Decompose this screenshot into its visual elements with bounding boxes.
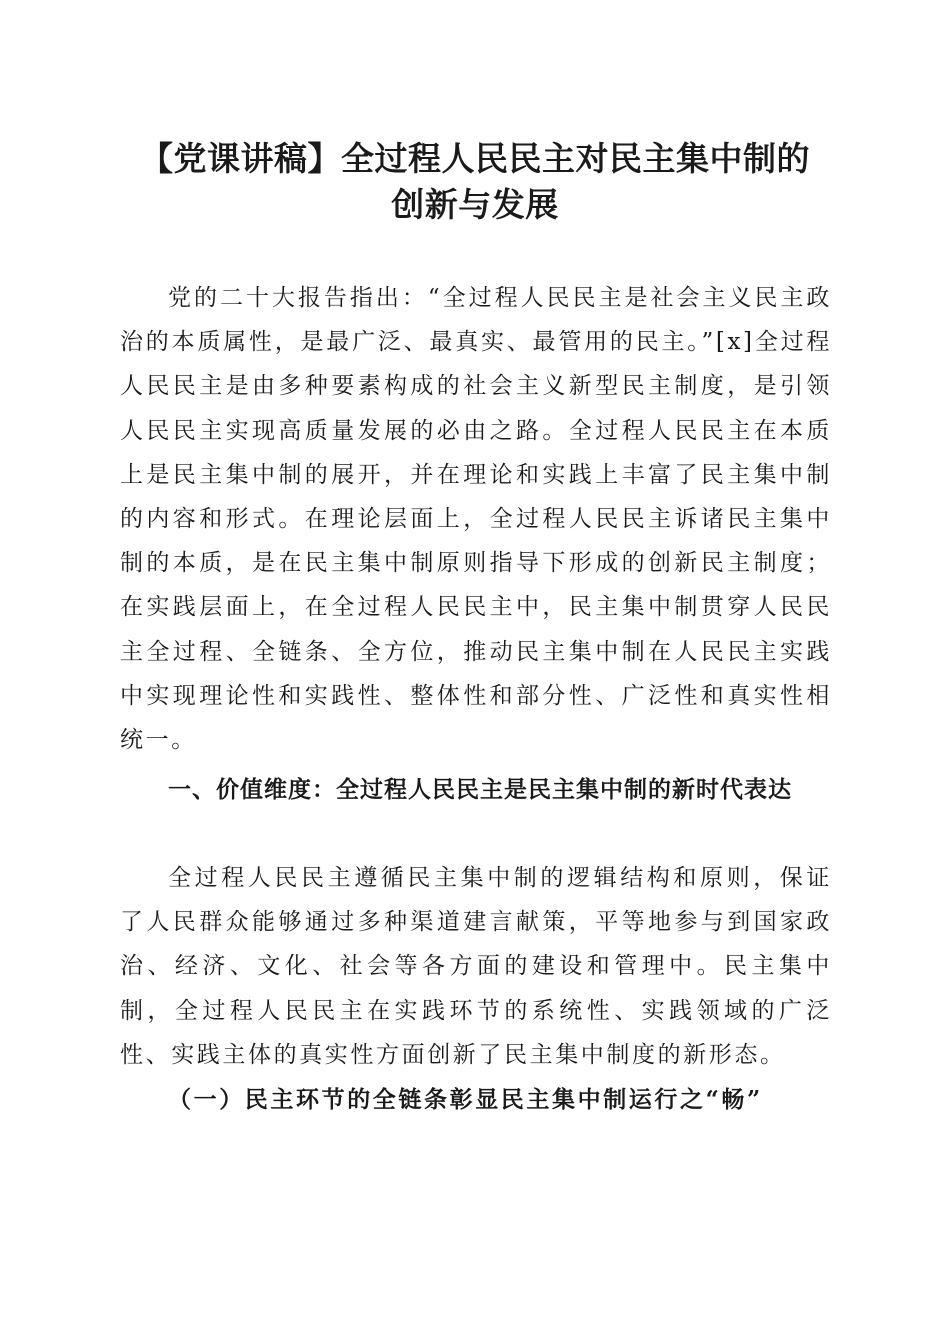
title-line-1: 【党课讲稿】全过程人民民主对民主集中制的 [140, 139, 810, 178]
section-1-paragraph: 全过程人民民主遵循民主集中制的逻辑结构和原则，保证了人民群众能够通过多种渠道建言献策，平等地参与到国家政治、经济、文化、社会等各方面的建设和管理中。民主集中制，全过程人民民主在实践环节的系统性、实践领域的广泛性、实践主体的真实性方面创新了民主集中制度的新形态。 [120, 865, 832, 1068]
intro-paragraph: 党的二十大报告指出：“全过程人民民主是社会主义民主政治的本质属性，是最广泛、最真实、最管用的民主。”[x]全过程人民民主是由多种要素构成的社会主义新型民主制度，是引领人民民主实现高质量发展的必由之路。全过程人民民主在本质上是民主集中制的展开，并在理论和实践上丰富了民主集中制的内容和形式。在理论层面上，全过程人民民主诉诸民主集中制的本质，是在民主集中制原则指导下形成的创新民主制度；在实践层面上，在全过程人民民主中，民主集中制贯穿人民民主全过程、全链条、全方位，推动民主集中制在人民民主实践中实现理论性和实践性、整体性和部分性、广泛性和真实性相统一。 [120, 285, 832, 754]
subsection-heading-1: （一）民主环节的全链条彰显民主集中制运行之“畅” [168, 1086, 763, 1113]
document-title [110, 136, 840, 228]
section-heading-1: 一、价值维度：全过程人民民主是民主集中制的新时代表达 [168, 777, 792, 803]
title-line-2: 创新与发展 [391, 185, 559, 224]
